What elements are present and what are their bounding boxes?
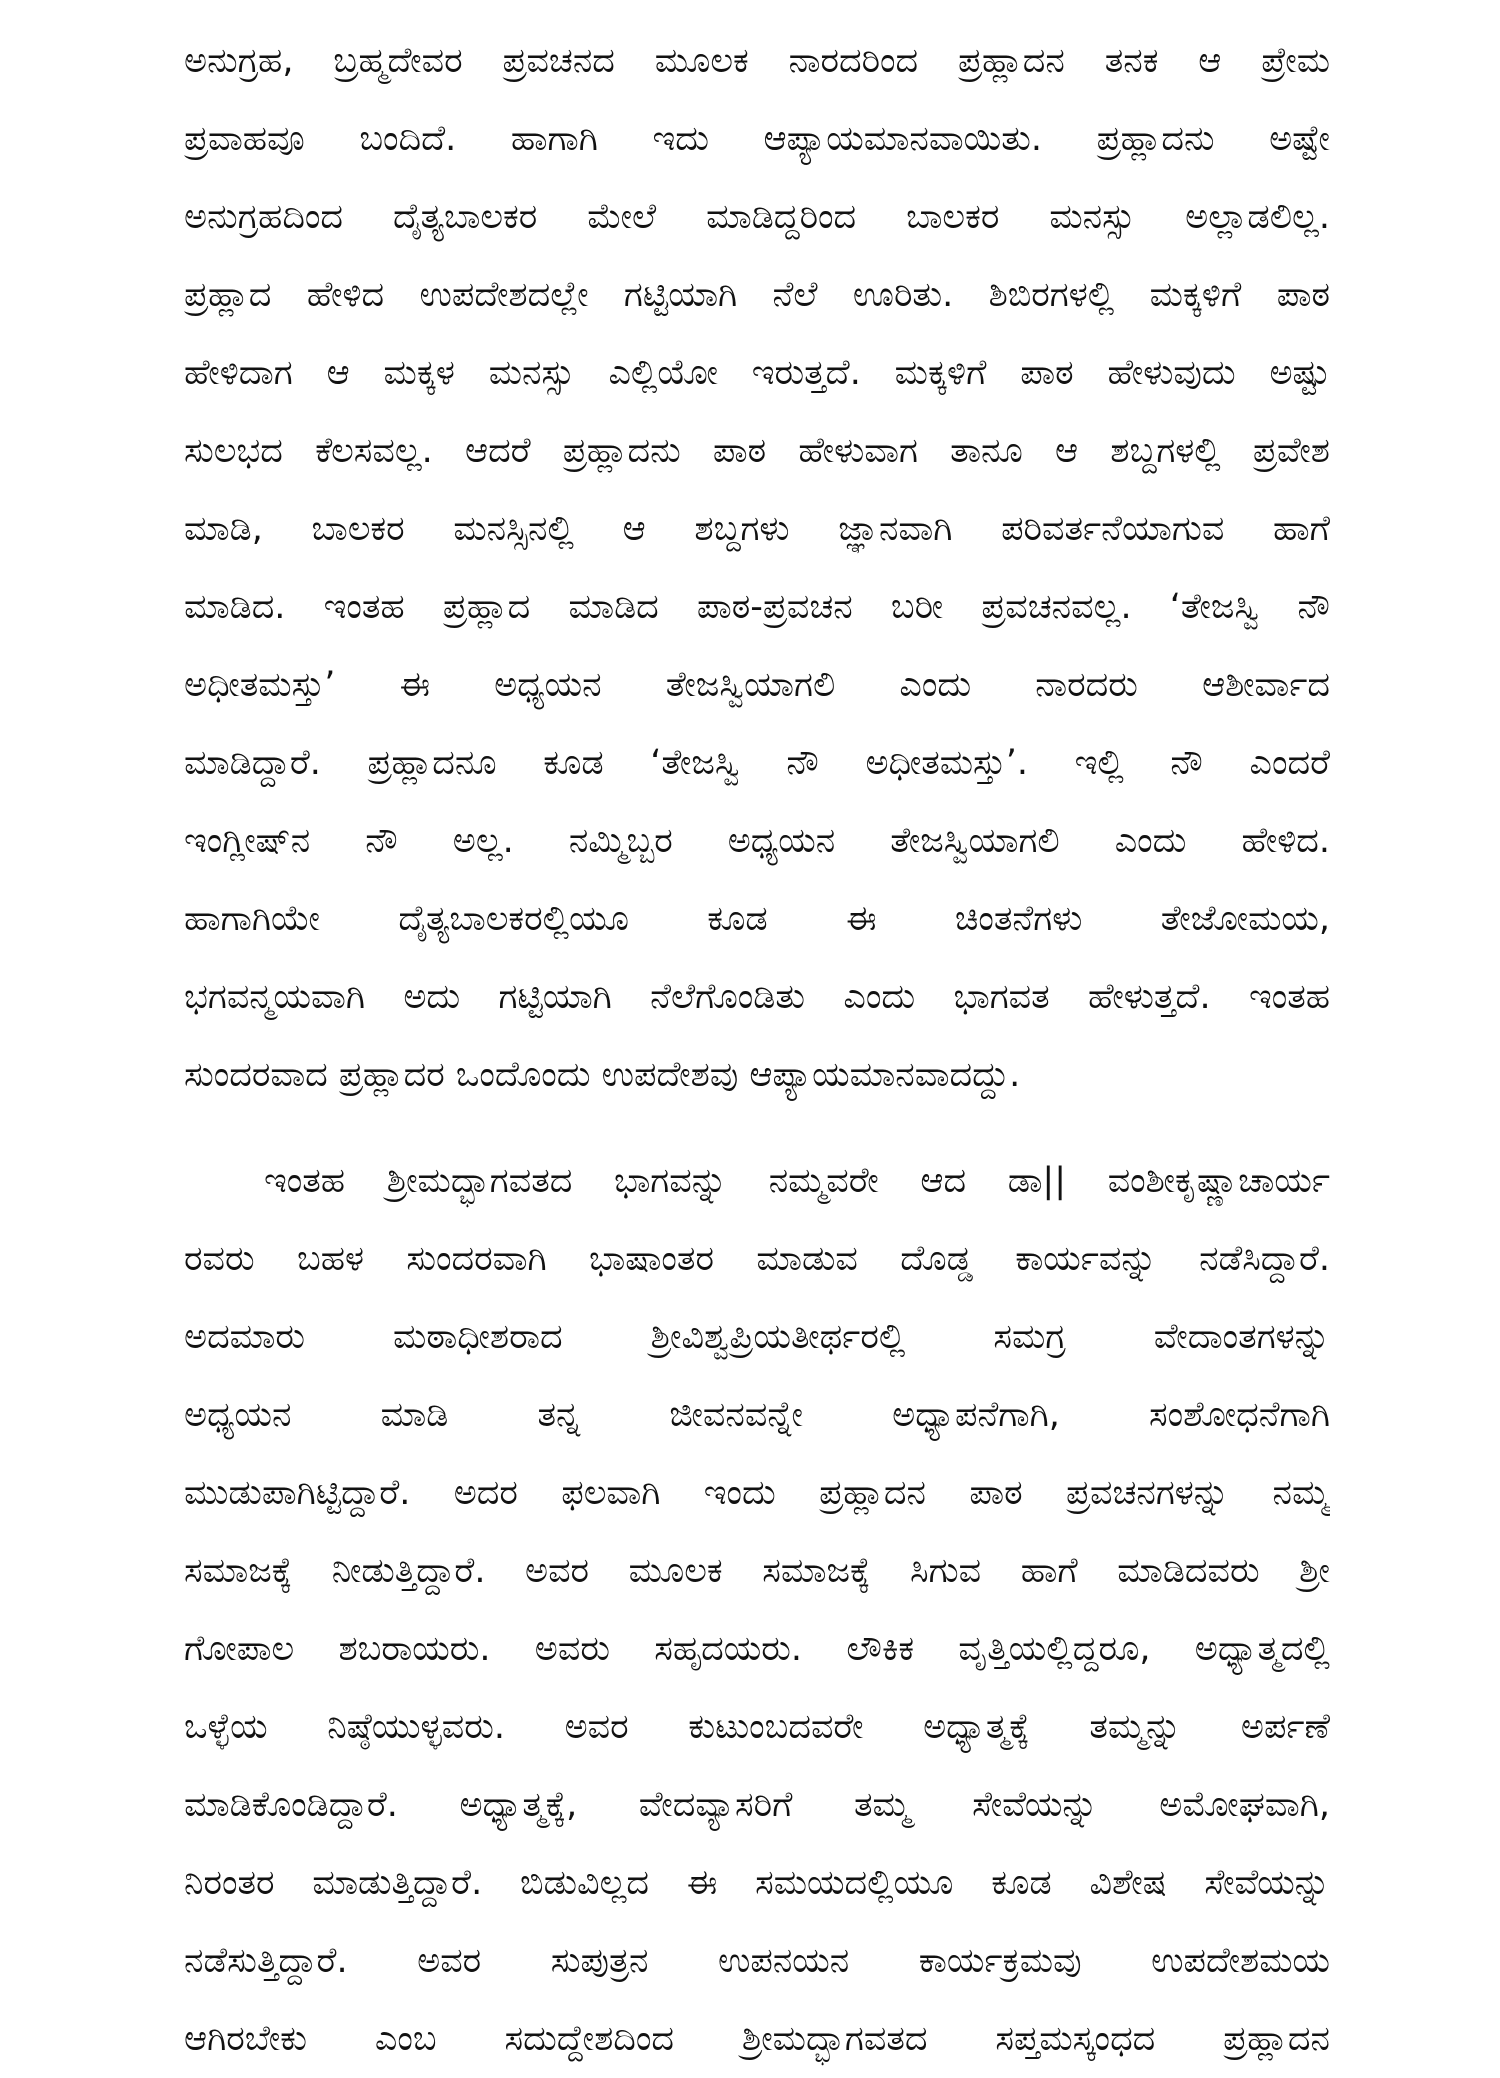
text-line: ಇಂತಹ ಶ್ರೀಮದ್ಭಾಗವತದ ಭಾಗವನ್ನು ನಮ್ಮವರೇ ಆದ ಡಾ|| ವಂಶೀಕೃಷ್ಣಾಚಾರ್ಯ [264, 1161, 1330, 1201]
text-line: ಮಾಡಿದ್ದಾರೆ. ಪ್ರಹ್ಲಾದನೂ ಕೂಡ ‘ತೇಜಸ್ವಿ ನೌ ಅಧೀತಮಸ್ತು’. ಇಲ್ಲಿ ನೌ ಎಂದರೆ [184, 743, 1330, 783]
paragraph-spacer [184, 1114, 1330, 1142]
text-line: ಮಾಡಿ, ಬಾಲಕರ ಮನಸ್ಸಿನಲ್ಲಿ ಆ ಶಬ್ದಗಳು ಜ್ಞಾನವಾಗಿ ಪರಿವರ್ತನೆಯಾಗುವ ಹಾಗೆ [184, 509, 1330, 549]
text-line: ಒಳ್ಳೆಯ ನಿಷ್ಠೆಯುಳ್ಳವರು. ಅವರ ಕುಟುಂಬದವರೇ ಅಧ್ಯಾತ್ಮಕ್ಕೆ ತಮ್ಮನ್ನು ಅರ್ಪಣೆ [184, 1707, 1330, 1747]
text-line: ಮಾಡಿದ. ಇಂತಹ ಪ್ರಹ್ಲಾದ ಮಾಡಿದ ಪಾಠ-ಪ್ರವಚನ ಬರೀ ಪ್ರವಚನವಲ್ಲ. ‘ತೇಜಸ್ವಿ ನೌ [184, 587, 1330, 627]
text-line: ನಿರಂತರ ಮಾಡುತ್ತಿದ್ದಾರೆ. ಬಿಡುವಿಲ್ಲದ ಈ ಸಮಯದಲ್ಲಿಯೂ ಕೂಡ ವಿಶೇಷ ಸೇವೆಯನ್ನು [184, 1863, 1330, 1903]
text-line: ಮಾಡಿಕೊಂಡಿದ್ದಾರೆ. ಅಧ್ಯಾತ್ಮಕ್ಕೆ, ವೇದವ್ಯಾಸರಿಗೆ ತಮ್ಮ ಸೇವೆಯನ್ನು ಅಮೋಘವಾಗಿ, [184, 1785, 1330, 1825]
paragraph-1 [184, 22, 1330, 1114]
text-line: ರವರು ಬಹಳ ಸುಂದರವಾಗಿ ಭಾಷಾಂತರ ಮಾಡುವ ದೊಡ್ಡ ಕಾರ್ಯವನ್ನು ನಡೆಸಿದ್ದಾರೆ. [184, 1239, 1330, 1279]
text-line: ಪ್ರಹ್ಲಾದ ಹೇಳಿದ ಉಪದೇಶದಲ್ಲೇ ಗಟ್ಟಿಯಾಗಿ ನೆಲೆ ಊರಿತು. ಶಿಬಿರಗಳಲ್ಲಿ ಮಕ್ಕಳಿಗೆ ಪಾಠ [184, 275, 1330, 315]
paragraph-2 [184, 1142, 1330, 2078]
text-line: ಇಂಗ್ಲೀಷ್‌ನ ನೌ ಅಲ್ಲ. ನಮ್ಮಿಬ್ಬರ ಅಧ್ಯಯನ ತೇಜಸ್ವಿಯಾಗಲಿ ಎಂದು ಹೇಳಿದ. [184, 821, 1330, 861]
text-line: ಸುಲಭದ ಕೆಲಸವಲ್ಲ. ಆದರೆ ಪ್ರಹ್ಲಾದನು ಪಾಠ ಹೇಳುವಾಗ ತಾನೂ ಆ ಶಬ್ದಗಳಲ್ಲಿ ಪ್ರವೇಶ [184, 431, 1330, 471]
text-line: ಸಮಾಜಕ್ಕೆ ನೀಡುತ್ತಿದ್ದಾರೆ. ಅವರ ಮೂಲಕ ಸಮಾಜಕ್ಕೆ ಸಿಗುವ ಹಾಗೆ ಮಾಡಿದವರು ಶ್ರೀ [184, 1551, 1330, 1591]
text-line: ಹಾಗಾಗಿಯೇ ದೈತ್ಯಬಾಲಕರಲ್ಲಿಯೂ ಕೂಡ ಈ ಚಿಂತನೆಗಳು ತೇಜೋಮಯ, [184, 899, 1330, 939]
text-line: ನಡೆಸುತ್ತಿದ್ದಾರೆ. ಅವರ ಸುಪುತ್ರನ ಉಪನಯನ ಕಾರ್ಯಕ್ರಮವು ಉಪದೇಶಮಯ [184, 1941, 1330, 1981]
text-line: ಆಗಿರಬೇಕು ಎಂಬ ಸದುದ್ದೇಶದಿಂದ ಶ್ರೀಮದ್ಭಾಗವತದ ಸಪ್ತಮಸ್ಕಂಧದ ಪ್ರಹ್ಲಾದನ [184, 2019, 1330, 2059]
text-line: ಸುಂದರವಾದ ಪ್ರಹ್ಲಾದರ ಒಂದೊಂದು ಉಪದೇಶವು ಆಪ್ಯಾಯಮಾನವಾದದ್ದು. [184, 1055, 1021, 1095]
text-line: ಗೋಪಾಲ ಶಬರಾಯರು. ಅವರು ಸಹೃದಯರು. ಲೌಕಿಕ ವೃತ್ತಿಯಲ್ಲಿದ್ದರೂ, ಅಧ್ಯಾತ್ಮದಲ್ಲಿ [184, 1629, 1330, 1669]
text-line: ಅದಮಾರು ಮಠಾಧೀಶರಾದ ಶ್ರೀವಿಶ್ವಪ್ರಿಯತೀರ್ಥರಲ್ಲಿ ಸಮಗ್ರ ವೇದಾಂತಗಳನ್ನು [184, 1317, 1330, 1357]
text-line: ಅಧೀತಮಸ್ತು’ ಈ ಅಧ್ಯಯನ ತೇಜಸ್ವಿಯಾಗಲಿ ಎಂದು ನಾರದರು ಆಶೀರ್ವಾದ [184, 665, 1330, 705]
text-line: ಅನುಗ್ರಹದಿಂದ ದೈತ್ಯಬಾಲಕರ ಮೇಲೆ ಮಾಡಿದ್ದರಿಂದ ಬಾಲಕರ ಮನಸ್ಸು ಅಲ್ಲಾಡಲಿಲ್ಲ. [184, 197, 1330, 237]
text-line: ಅನುಗ್ರಹ, ಬ್ರಹ್ಮದೇವರ ಪ್ರವಚನದ ಮೂಲಕ ನಾರದರಿಂದ ಪ್ರಹ್ಲಾದನ ತನಕ ಆ ಪ್ರೇಮ [184, 41, 1330, 81]
text-line: ಮುಡುಪಾಗಿಟ್ಟಿದ್ದಾರೆ. ಅದರ ಫಲವಾಗಿ ಇಂದು ಪ್ರಹ್ಲಾದನ ಪಾಠ ಪ್ರವಚನಗಳನ್ನು ನಮ್ಮ [184, 1473, 1330, 1513]
text-line: ಹೇಳಿದಾಗ ಆ ಮಕ್ಕಳ ಮನಸ್ಸು ಎಲ್ಲಿಯೋ ಇರುತ್ತದೆ. ಮಕ್ಕಳಿಗೆ ಪಾಠ ಹೇಳುವುದು ಅಷ್ಟು [184, 353, 1330, 393]
text-line: ಪ್ರವಾಹವೂ ಬಂದಿದೆ. ಹಾಗಾಗಿ ಇದು ಆಪ್ಯಾಯಮಾನವಾಯಿತು. ಪ್ರಹ್ಲಾದನು ಅಷ್ಟೇ [184, 119, 1330, 159]
document-page [184, 22, 1330, 2078]
text-line: ಅಧ್ಯಯನ ಮಾಡಿ ತನ್ನ ಜೀವನವನ್ನೇ ಅಧ್ಯಾಪನೆಗಾಗಿ, ಸಂಶೋಧನೆಗಾಗಿ [184, 1395, 1330, 1435]
text-line: ಭಗವನ್ಮಯವಾಗಿ ಅದು ಗಟ್ಟಿಯಾಗಿ ನೆಲೆಗೊಂಡಿತು ಎಂದು ಭಾಗವತ ಹೇಳುತ್ತದೆ. ಇಂತಹ [184, 977, 1330, 1017]
